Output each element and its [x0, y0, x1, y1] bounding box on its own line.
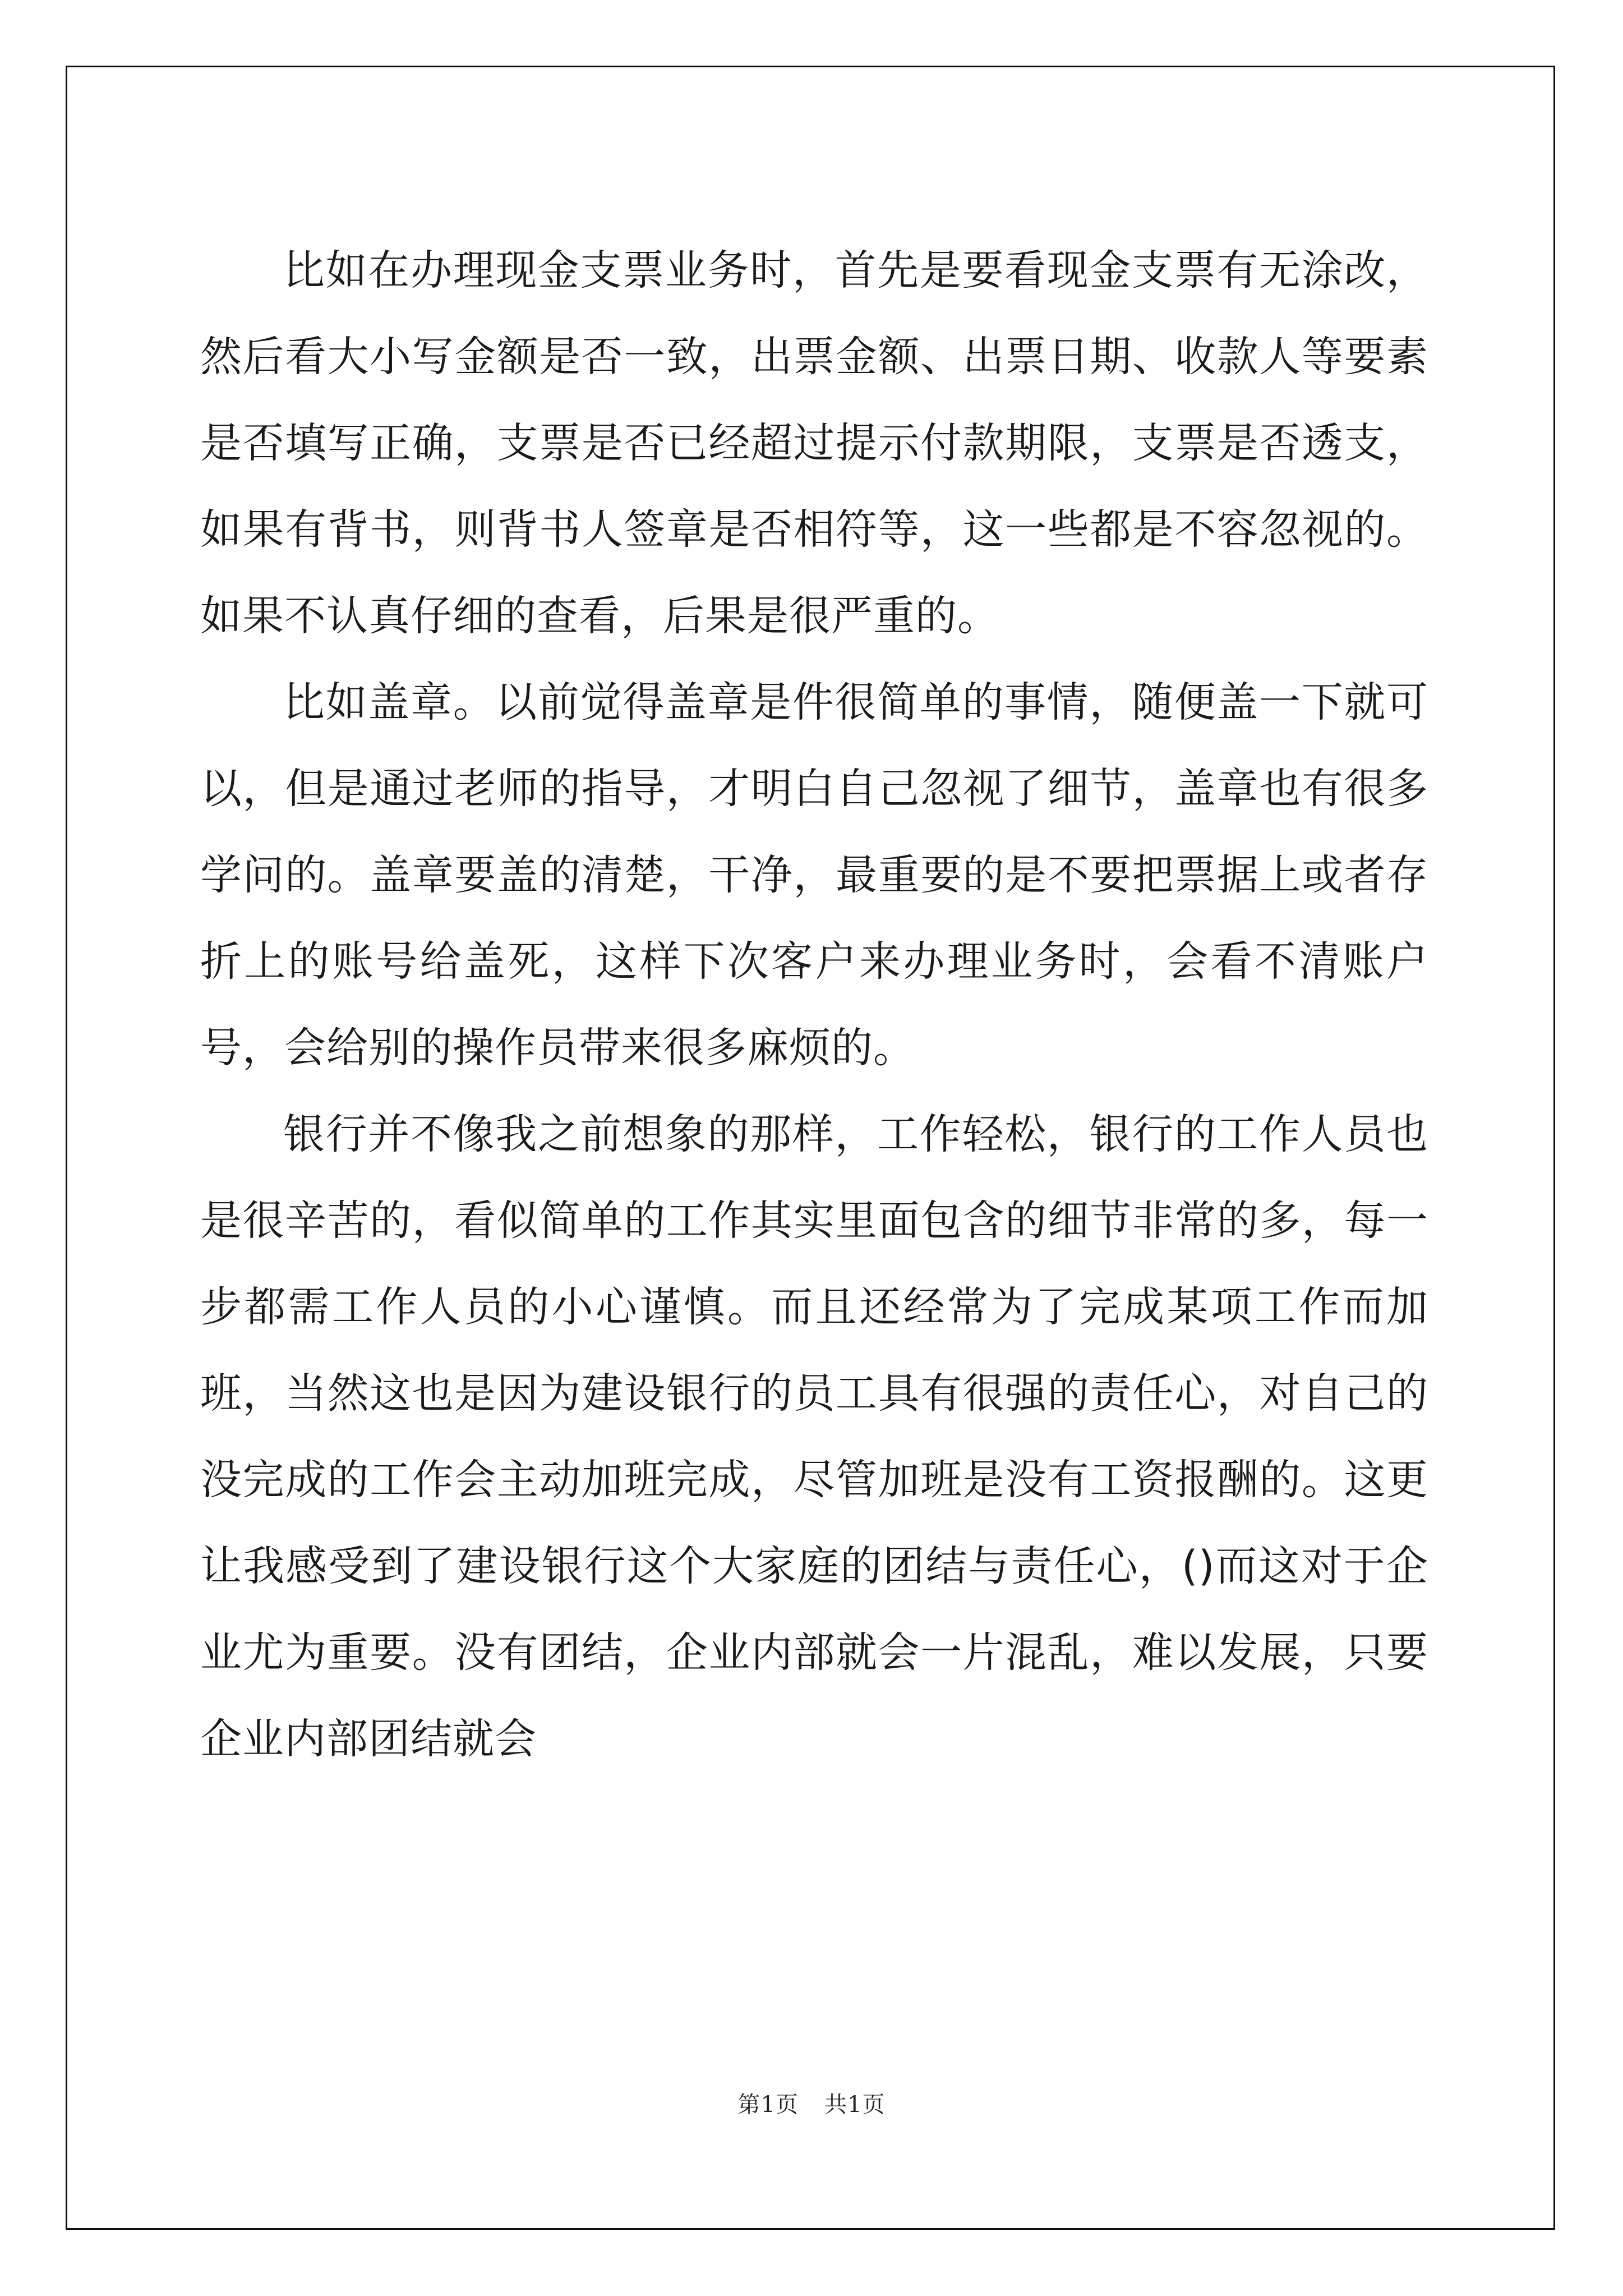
- page-total: 共1页: [824, 2092, 886, 2118]
- document-body: [200, 227, 1428, 1782]
- paragraph: 比如在办理现金支票业务时，首先是要看现金支票有无涂改，然后看大小写金额是否一致，出票金额、出票日期、收款人等要素是否填写正确，支票是否已经超过提示付款期限，支票是否透支，如果有背书，则背书人签章是否相符等，这一些都是不容忽视的。如果不认真仔细的查看，后果是很严重的。: [200, 246, 1428, 640]
- paragraph: 比如盖章。以前觉得盖章是件很简单的事情，随便盖一下就可以，但是通过老师的指导，才明白自己忽视了细节，盖章也有很多学问的。盖章要盖的清楚，干净，最重要的是不要把票据上或者存折上的账号给盖死，这样下次客户来办理业务时，会看不清账户号，会给别的操作员带来很多麻烦的。: [200, 678, 1428, 1072]
- page-number: 第1页: [737, 2092, 799, 2118]
- page-footer: [0, 2087, 1623, 2119]
- paragraph: 银行并不像我之前想象的那样，工作轻松，银行的工作人员也是很辛苦的，看似简单的工作其实里面包含的细节非常的多，每一步都需工作人员的小心谨慎。而且还经常为了完成某项工作而加班，当然这也是因为建设银行的员工具有很强的责任心，对自己的没完成的工作会主动加班完成，尽管加班是没有工资报酬的。这更让我感受到了建设银行这个大家庭的团结与责任心，()而这对于企业尤为重要。没有团结，企业内部就会一片混乱，难以发展，只要企业内部团结就会: [200, 1110, 1428, 1763]
